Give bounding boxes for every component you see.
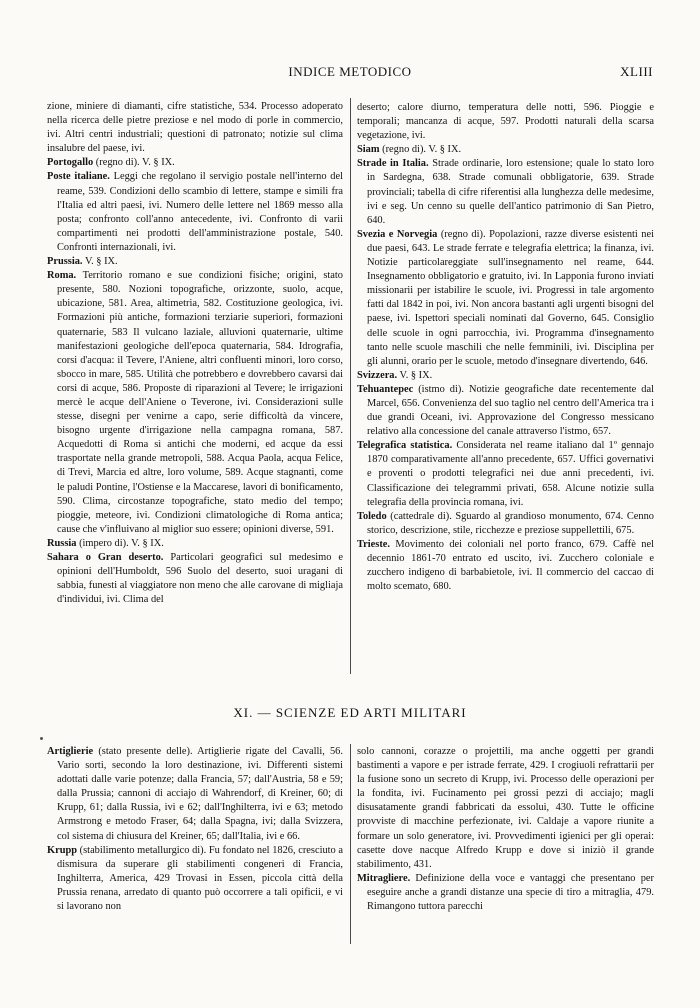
- entry-heading: Poste italiane.: [47, 171, 110, 183]
- section-title: XI. — SCIENZE ED ARTI MILITARI: [233, 705, 467, 720]
- entry-text: V. § IX.: [399, 369, 433, 381]
- entry-text: Movimento dei coloniali nel porto franco, 679. Caffè nel decennio 1861-70 entrato ed uscito, ivi. Zucchero coloniale e zucchero indigeno di barbabietole, ivi. Il commercio del caccao di molto scemato, 680.: [367, 538, 654, 593]
- page-number: XLIII: [620, 64, 653, 79]
- index-entry: [357, 143, 654, 157]
- index-entry-continuation: [357, 101, 654, 143]
- column-divider-bottom: [350, 744, 351, 944]
- index-entry: [47, 745, 343, 844]
- entry-heading: Siam: [357, 144, 380, 156]
- index-entry: [357, 439, 654, 509]
- entry-heading: Prussia.: [47, 256, 83, 268]
- index-entry: [357, 369, 654, 383]
- index-column-left-bottom: [47, 745, 343, 914]
- entry-text: Particolari geografici sul medesimo e opinioni dell'Humboldt, 596 Suolo del deserto, suoi uragani di sabbia, funesti al viaggiatore non meno che alle carovane di migliaja d'individui, ivi. Clima del: [57, 552, 343, 606]
- index-entry: [357, 510, 654, 538]
- entry-heading: Trieste.: [357, 538, 390, 550]
- index-entry: [357, 872, 654, 914]
- entry-heading: Svezia e Norvegia: [357, 228, 438, 240]
- entry-text: Strade ordinarie, loro estensione; quale lo stato loro in Sardegna, 638. Strade comunali obbligatorie, 639. Strade provinciali; tabella di cifre riferentisi alla lunghezza delle medesime, ivi e seg. Un cenno su quelle dell'antico patrimonio di San Pietro, 640.: [367, 158, 654, 226]
- index-column-right-top: [357, 101, 654, 594]
- entry-text: (regno di). V. § IX.: [95, 157, 175, 169]
- entry-text: (istmo di). Notizie geografiche date recentemente dal Marcel, 656. Convenienza del suo taglio nel centro dell'America tra i due grandi Oceani, ivi. Approvazione del Congresso messicano relativo alla concessione del canale attraverso l'istmo, 657.: [367, 383, 654, 438]
- entry-text: (stato presente delle). Artiglierie rigate del Cavalli, 56. Vario sorti, secondo la loro destinazione, ivi. Differenti sistemi adottati dalle varie potenze; dalla Francia, 57; dall'Austria, 58 e 59; dalla Prussia; cannoni di acciajo di Wahrendorf, di Kreiner, 60; di Krupp, 61; dalla Russia, ivi e 62; dall'Inghilterra, ivi e 63; metodo Armstrong e metodo Fraser, 64; dalla Spagna, ivi; dalla Svizzera, col sistema di chiusura del Kreiner, 65; dall'Italia, ivi e 66.: [57, 746, 343, 842]
- entry-text: zione, miniere di diamanti, cifre statistiche, 534. Processo adoperato nella ricerca delle pietre preziose e nel modo di porle in commercio, ivi. Altri centri industriali; questioni di patronato; notizie sul clima insalubre del paese, ivi.: [47, 101, 343, 155]
- index-entry: [47, 551, 343, 607]
- running-title: INDICE METODICO: [288, 64, 412, 79]
- index-entry-continuation: [357, 745, 654, 872]
- entry-text: deserto; calore diurno, temperatura delle notti, 596. Pioggie e temporali; mancanza di acque, 597. Prodotti naturali della scarsa vegetazione, ivi.: [357, 102, 654, 142]
- index-entry: [357, 383, 654, 439]
- entry-text: (regno di). Popolazioni, razze diverse esistenti nei due paesi, 643. Le strade ferrate e telegrafia elettrica; la finanza, ivi. Notizie particolareggiate sull'insegnamento nel reame, 644. Insegnamento obbligatorio e gratuito, ivi. In Lapponia furono inviati missionarii per istabilire le scuole, ivi. Progressi in tale argomento fatti dal 1842 in poi, ivi. Non ancora bastanti agli urgenti bisogni del paese, ivi. Ispettori speciali nominati dal Governo, 645. Consiglio delle scuole in ogni parrocchia, ivi. Programma d'insegnamento tanto nelle scuole maschili che nelle femminili, ivi. Disciplina per gli alunni, orario per le scuole, metodo d'insegnare divertendo, 646.: [367, 228, 654, 367]
- entry-heading: Mitragliere.: [357, 872, 411, 884]
- index-entry: [47, 844, 343, 914]
- entry-heading: Sahara o Gran deserto.: [47, 552, 164, 563]
- column-divider-top: [350, 98, 351, 674]
- index-entry: [357, 228, 654, 369]
- index-entry: [47, 170, 343, 255]
- entry-heading: Portogallo: [47, 157, 94, 169]
- running-header: [47, 64, 653, 82]
- index-entry: [47, 156, 343, 170]
- index-entry: [357, 157, 654, 227]
- entry-text: (cattedrale di). Sguardo al grandioso monumento, 674. Cenno storico, descrizione, stile, ricchezze e preziose suppellettili, 675.: [367, 510, 654, 536]
- entry-text: V. § IX.: [84, 256, 118, 268]
- margin-dot: [40, 737, 43, 740]
- entry-text: (stabilimento metallurgico di). Fu fondato nel 1826, cresciuto a dismisura da superare gli stabilimenti congeneri di Francia, Inghilterra, America, 429 Trovasi in Essen, piccola città della Prussia renana, arredato di quanto può occorrere a tali opificii, e vi si lavorano non: [57, 844, 343, 913]
- index-column-left-top: [47, 100, 343, 607]
- entry-text: Definizione della voce e vantaggi che presentano per eseguire anche a grandi distanze una specie di tiro a mitraglia, 479. Rimangono tuttora parecchi: [367, 872, 654, 913]
- entry-text: Leggi che regolano il servigio postale nell'interno del reame, 539. Condizioni dello scambio di lettere, stampe e simili fra l'Italia ed altri paesi, ivi. Numero delle lettere nel 1869 messo alla posta; confronto coll'anno antecedente, ivi. Confronto di varii compartimenti nei prodotti dell'amministrazione postale, 540. Confronti internazionali, ivi.: [57, 171, 343, 253]
- index-entry: [47, 537, 343, 551]
- entry-heading: Toledo: [357, 510, 387, 522]
- entry-text: solo cannoni, corazze o projettili, ma anche oggetti per grandi bastimenti a vapore e per istrade ferrate, 429. I crogiuoli refrattarii per la fusione sono un secreto di Krupp, ivi. Processo delle operazioni per la fondita, ivi. Fucinamento pei grossi pezzi di acciajo; magli disusatamente grandi fabbricati da essolui, 430. Tutte le officine provviste di macchine perfezionate, ivi. Caldaje a vapore riunite a formare un solo generatore, ivi. Provvedimenti igienici per gli operai: casette dove nacque Alfredo Krupp e dove si iniziò il grande stabilimento, 431.: [357, 746, 654, 870]
- entry-heading: Artiglierie: [47, 746, 94, 757]
- index-entry: [357, 538, 654, 594]
- entry-text: (regno di). V. § IX.: [382, 144, 462, 156]
- entry-text: Territorio romano e sue condizioni fisiche; origini, stato presente, 580. Nozioni topografiche, orizzonte, suolo, acque, ubicazione, 581. Area, altimetria, 582. Costituzione geologica, ivi. Formazioni più antiche, formazioni terziarie superiori, formazioni quaternarie, 583 Il vulcano laziale, alluvioni quaternarie, ultime manifestazioni geologiche dell'epoca quaternaria, 584. Idrografia, corsi d'acqua: il Tevere, l'Aniene, altri confluenti minori, loro corso, sbocco in mare, 585. Utilità che potrebbero e dovrebbero cavarsi dai corsi di acque, 586. Proposte di riparazioni al Tevere; le irrigazioni mercè le acque dell'Aniene o Teverone, ivi. Considerazioni sulle stesse, disegni per venirne a capo, serie difficoltà da vincere, bisogno urgente d'irrigazione nella campagna romana, 587. Acquedotti di Roma sì antichi che moderni, ed acque da essi trasportate nella grande metropoli, 588. Acqua Paola, acqua Felice, di Trevi, Marcia ed altre, loro volume, 589. Acque stagnanti, come le paludi Pontine, l'Ostiense e la Maccarese, lavori di bonificamento, 590. Clima, circostanze topografiche, stato medio del tempo; pioggie, meteore, ivi. Condizioni climatologiche di Roma antica; cause che v'influivano al miglior suo essere; opinioni diverse, 591.: [57, 270, 343, 535]
- entry-heading: Krupp: [47, 844, 78, 856]
- entry-text: Considerata nel reame italiano dal 1º gennajo 1870 comparativamente all'anno precedente, 657. Uffici governativi e proventi o prodotti telegrafici nei due anni precedenti, ivi. Classificazione dei telegrammi privati, 658. Alcune notizie sulla telegrafia della provincia romana, ivi.: [367, 440, 654, 508]
- index-entry: [47, 255, 343, 269]
- entry-heading: Svizzera.: [357, 369, 398, 381]
- entry-heading: Strade in Italia.: [357, 158, 429, 170]
- index-entry: [47, 269, 343, 537]
- entry-heading: Roma.: [47, 270, 77, 282]
- index-entry-continuation: [47, 100, 343, 156]
- entry-heading: Tehuantepec: [357, 383, 414, 395]
- index-column-right-bottom: [357, 745, 654, 914]
- entry-text: (impero di). V. § IX.: [79, 537, 164, 549]
- entry-heading: Russia: [47, 537, 77, 549]
- entry-heading: Telegrafica statistica.: [357, 440, 453, 452]
